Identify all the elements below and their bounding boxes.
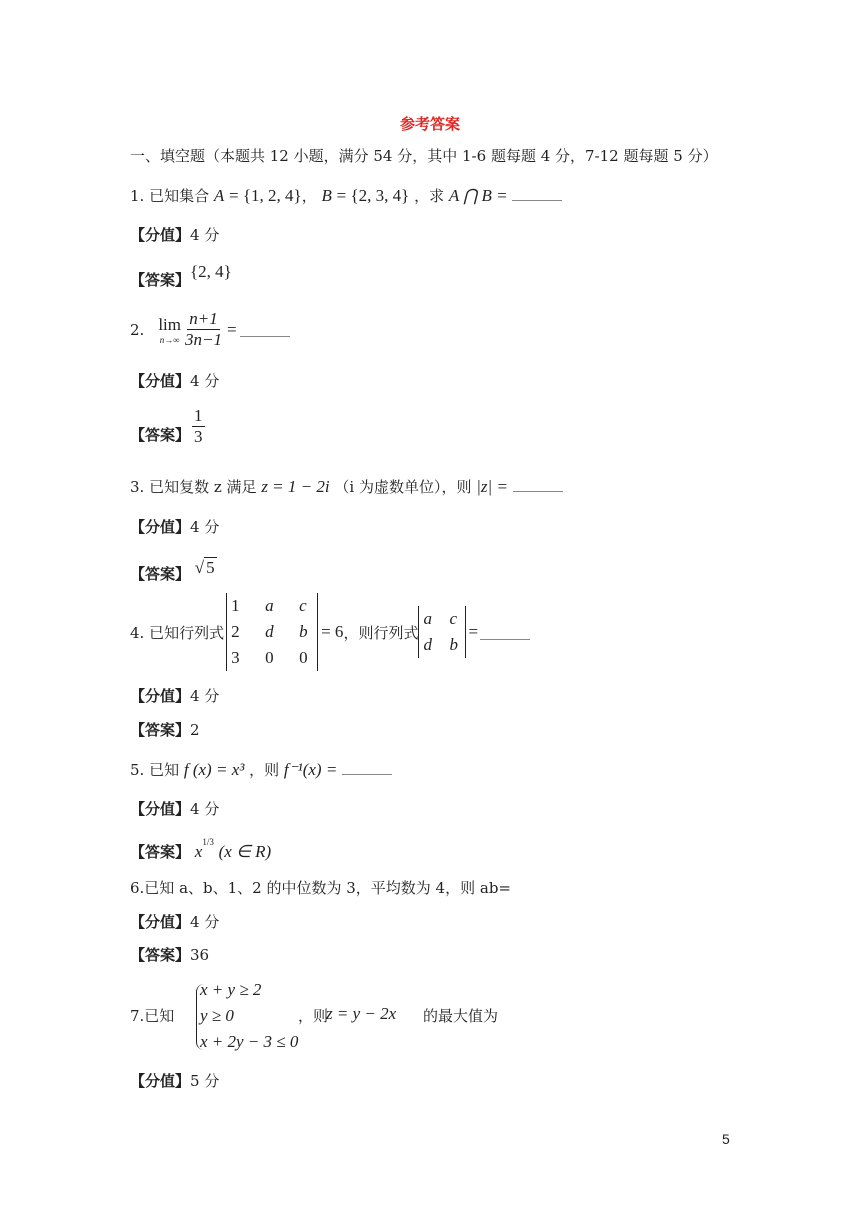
q1-expression: A ⋂ B = bbox=[448, 186, 508, 205]
q5-answer: 【答案】 $x^{1/3}$ (x ∈ R) bbox=[130, 837, 272, 861]
q2-denominator: 3n−1 bbox=[184, 330, 222, 349]
q6-answer: 【答案】36 bbox=[130, 946, 210, 964]
q1-answer: 【答案】{2, 4} bbox=[130, 262, 232, 289]
q1-score: 【分值】4 分 bbox=[130, 226, 220, 244]
q2-answer: 【答案】 $\frac{1}{3}$ bbox=[130, 406, 203, 446]
q4-score: 【分值】4 分 bbox=[130, 687, 220, 705]
q7-constraint-1: x + y ≥ 2 bbox=[200, 980, 262, 999]
q2-fraction bbox=[183, 309, 224, 350]
q3-score: 【分值】4 分 bbox=[130, 518, 220, 536]
question-3: 3. 已知复数 z 满足 z = 1 − 2i （i 为虚数单位），则 |z| = bbox=[130, 477, 563, 497]
q2-score: 【分值】4 分 bbox=[130, 372, 220, 390]
q4-answer-value: 2 bbox=[190, 721, 200, 739]
question-2: 2. lim n→∞ $\frac{n+1}{3n-1}$ = bbox=[130, 309, 290, 350]
answer-blank bbox=[512, 186, 562, 201]
q1-answer-value: {2, 4} bbox=[190, 262, 232, 281]
question-7: 7.已知 x + y ≥ 2 y ≥ 0 x + 2y − 3 ≤ 0 ，则 z = y − 2x 的最大值为 bbox=[130, 980, 499, 1051]
q4-answer: 【答案】2 bbox=[130, 721, 200, 739]
page-number: 5 bbox=[722, 1131, 730, 1147]
q5-answer-domain: (x ∈ R) bbox=[218, 842, 272, 861]
answer-blank bbox=[513, 477, 563, 492]
q7-objective: z = y − 2x bbox=[326, 1004, 397, 1023]
q7-constraint-3: x + 2y − 3 ≤ 0 bbox=[200, 1032, 299, 1051]
q6-answer-value: 36 bbox=[190, 946, 210, 964]
q1-ask: ，求 bbox=[414, 187, 445, 205]
answer-blank bbox=[342, 760, 392, 775]
q1-set-b-name: B bbox=[321, 186, 332, 205]
q1-set-a: {1, 2, 4} bbox=[242, 186, 302, 205]
question-4: 4. 已知行列式 1 a c 2 d b 3 0 0 = 6 ，则行列式 a c d b = bbox=[130, 593, 530, 671]
question-1: 1. 已知集合 A = {1, 2, 4}， B = {2, 3, 4} ，求 A ⋂ B = bbox=[130, 186, 562, 206]
q5-answer-base: x bbox=[194, 842, 203, 861]
question-6: 6.已知 a、b、1、2 的中位数为 3，平均数为 4，则 ab= bbox=[130, 879, 511, 897]
q4-determinant-3x3: 1 a c 2 d b 3 0 0 bbox=[226, 593, 318, 671]
q2-answer-value: $\frac{1}{3}$ bbox=[194, 406, 203, 446]
q3-note: （i 为虚数单位），则 bbox=[334, 478, 472, 496]
answer-blank bbox=[240, 322, 290, 337]
q3-answer-value: √ 5 bbox=[194, 558, 215, 577]
q3-answer: 【答案】 √ 5 bbox=[130, 558, 215, 583]
q2-lim: lim bbox=[158, 314, 181, 334]
q4-determinant-2x2: a c d b bbox=[418, 606, 466, 658]
q7-constraint-2: y ≥ 0 bbox=[200, 1006, 234, 1025]
q3-modulus: |z| = bbox=[476, 477, 508, 496]
page-title: 参考答案 bbox=[399, 115, 460, 133]
q1-set-b: {2, 3, 4} bbox=[350, 186, 410, 205]
q6-score: 【分值】4 分 bbox=[130, 913, 220, 931]
q5-inverse: f⁻¹(x) = bbox=[283, 760, 338, 779]
question-5: 5. 已知 f (x) = x³ ，则 f⁻¹(x) = bbox=[130, 760, 392, 780]
q2-lim-subscript: n→∞ bbox=[159, 334, 180, 345]
q2-numerator: n+1 bbox=[189, 309, 218, 328]
q1-prefix: 1. 已知集合 bbox=[130, 187, 210, 205]
q5-score: 【分值】4 分 bbox=[130, 800, 220, 818]
q1-set-a-name: A bbox=[213, 186, 225, 205]
section-heading: 一、填空题（本题共 12 小题，满分 54 分，其中 1-6 题每题 4 分，7-12 题每题 5 分） bbox=[130, 147, 718, 165]
q5-function: f (x) = x³ bbox=[183, 760, 245, 779]
answer-blank bbox=[480, 625, 530, 640]
q3-equation: z = 1 − 2i bbox=[261, 477, 330, 496]
q5-answer-exponent: 1/3 bbox=[202, 837, 214, 847]
q7-score: 【分值】5 分 bbox=[130, 1072, 220, 1090]
